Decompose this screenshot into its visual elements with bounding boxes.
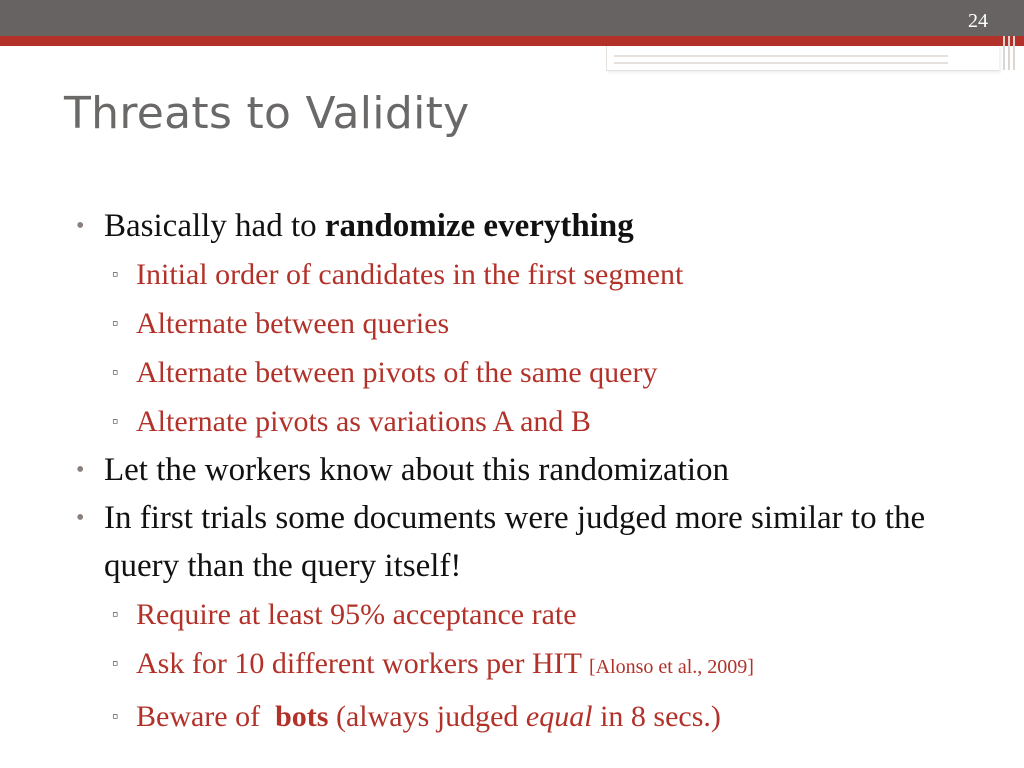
decorative-line — [614, 62, 948, 64]
decorative-line — [1013, 36, 1015, 70]
sub-bullet-item — [76, 348, 996, 397]
italic-term: equal — [525, 700, 593, 733]
sub-bullet-text: Require at least 95% acceptance rate — [136, 598, 577, 631]
citation: [Alonso et al., 2009] — [588, 656, 754, 678]
sub-bullet-item — [76, 692, 996, 741]
sub-bullet-text: Alternate between pivots of the same query — [136, 356, 658, 389]
square-bullet-icon: ▫ — [112, 362, 119, 382]
decorative-tab — [606, 46, 999, 71]
sub-bullet-text: Initial order of candidates in the first segment — [136, 258, 684, 291]
bullet-text: Basically had to — [104, 208, 325, 244]
bullet-dot-icon: • — [76, 213, 85, 239]
sub-bullet-text: in 8 secs.) — [592, 700, 721, 733]
accent-stripe — [0, 36, 1024, 46]
sub-bullet-item — [76, 250, 996, 299]
bullet-text: In first trials some documents were judged more similar to the query than the query itself! — [104, 500, 926, 584]
decorative-line — [1003, 36, 1005, 70]
sub-bullet-text: (always judged — [328, 700, 526, 733]
bullet-text: Let the workers know about this randomization — [104, 452, 730, 488]
sub-bullet-item — [76, 639, 996, 692]
bullet-item — [76, 494, 996, 590]
square-bullet-icon: ▫ — [112, 653, 119, 673]
sub-bullet-item — [76, 590, 996, 639]
decorative-line — [1008, 36, 1010, 70]
header-bar — [0, 0, 1024, 36]
slide-content — [76, 202, 996, 741]
square-bullet-icon: ▫ — [112, 706, 119, 726]
square-bullet-icon: ▫ — [112, 313, 119, 333]
square-bullet-icon: ▫ — [112, 411, 119, 431]
sub-bullet-item — [76, 299, 996, 348]
slide-number: 24 — [968, 10, 988, 32]
sub-bullet-item — [76, 397, 996, 446]
square-bullet-icon: ▫ — [112, 604, 119, 624]
bullet-item — [76, 446, 996, 494]
sub-bullet-text: Beware of — [136, 700, 276, 733]
slide-title: Threats to Validity — [64, 88, 470, 139]
square-bullet-icon: ▫ — [112, 264, 119, 284]
bold-term: bots — [275, 700, 329, 733]
bullet-dot-icon: • — [76, 505, 85, 531]
sub-bullet-text: Alternate pivots as variations A and B — [136, 405, 591, 438]
bullet-item — [76, 202, 996, 250]
bullet-emphasis: randomize everything — [324, 208, 634, 244]
sub-bullet-text: Alternate between queries — [136, 307, 450, 340]
bullet-dot-icon: • — [76, 457, 85, 483]
sub-bullet-text: Ask for 10 different workers per HIT — [136, 647, 589, 680]
decorative-line — [614, 55, 948, 57]
